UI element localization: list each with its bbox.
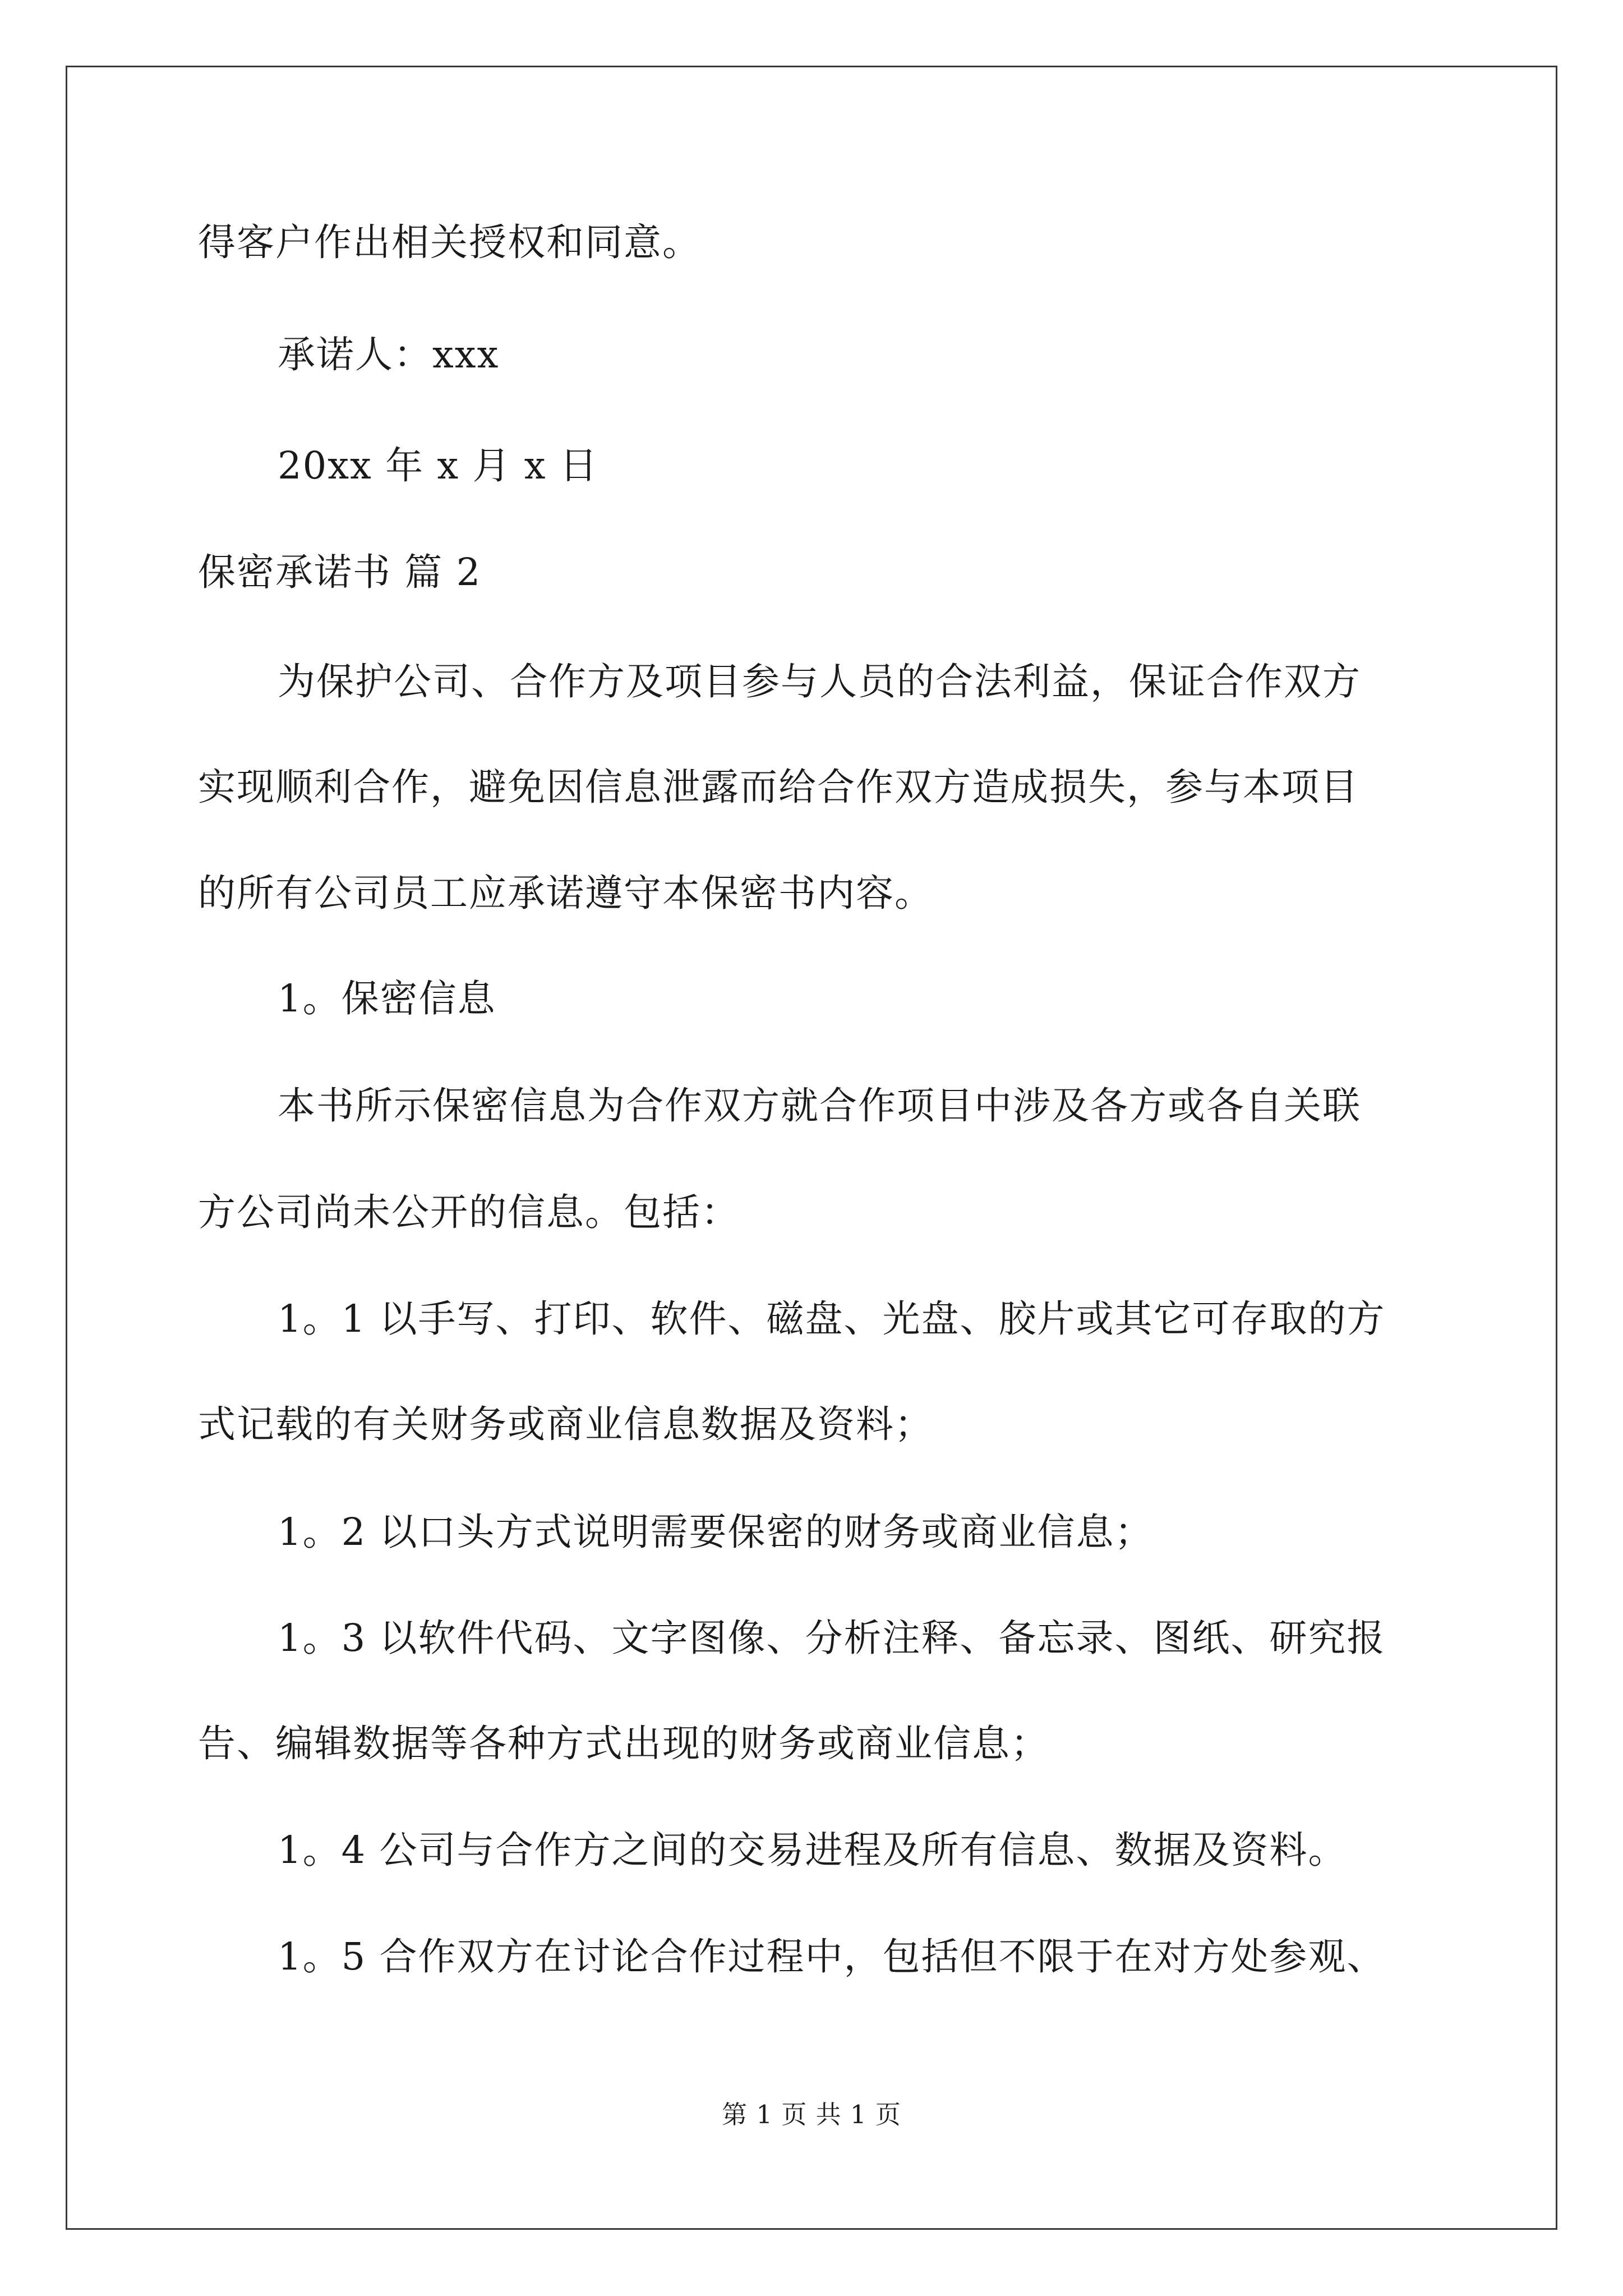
body-text-line: 式记载的有关财务或商业信息数据及资料；	[198, 1402, 933, 1446]
signatory-line: 承诺人：xxx	[278, 333, 500, 376]
clause-item: 1。1 以手写、打印、软件、磁盘、光盘、胶片或其它可存取的方	[278, 1297, 1386, 1341]
body-text-line: 告、编辑数据等各种方式出现的财务或商业信息；	[198, 1722, 1049, 1765]
body-text-line: 的所有公司员工应承诺遵守本保密书内容。	[198, 871, 933, 915]
clause-item: 1。5 合作双方在讨论合作过程中，包括但不限于在对方处参观、	[278, 1935, 1386, 1978]
section-heading: 保密承诺书 篇 2	[198, 550, 482, 594]
body-text-line: 实现顺利合作，避免因信息泄露而给合作双方造成损失，参与本项目	[198, 765, 1359, 809]
date-line: 20xx 年 x 月 x 日	[278, 444, 598, 487]
body-text-line: 本书所示保密信息为合作双方就合作项目中涉及各方或各自关联	[278, 1084, 1361, 1128]
clause-item: 1。2 以口头方式说明需要保密的财务或商业信息；	[278, 1510, 1154, 1554]
clause-heading: 1。保密信息	[278, 977, 496, 1020]
page-number-footer: 第 1 页 共 1 页	[722, 2100, 901, 2129]
body-text-line: 方公司尚未公开的信息。包括：	[198, 1190, 740, 1234]
clause-item: 1。3 以软件代码、文字图像、分析注释、备忘录、图纸、研究报	[278, 1616, 1386, 1660]
body-text-line: 为保护公司、合作方及项目参与人员的合法利益，保证合作双方	[278, 660, 1361, 703]
clause-item: 1。4 公司与合作方之间的交易进程及所有信息、数据及资料。	[278, 1828, 1347, 1872]
page-border	[66, 66, 1557, 2230]
body-text-line: 得客户作出相关授权和同意。	[198, 220, 701, 264]
